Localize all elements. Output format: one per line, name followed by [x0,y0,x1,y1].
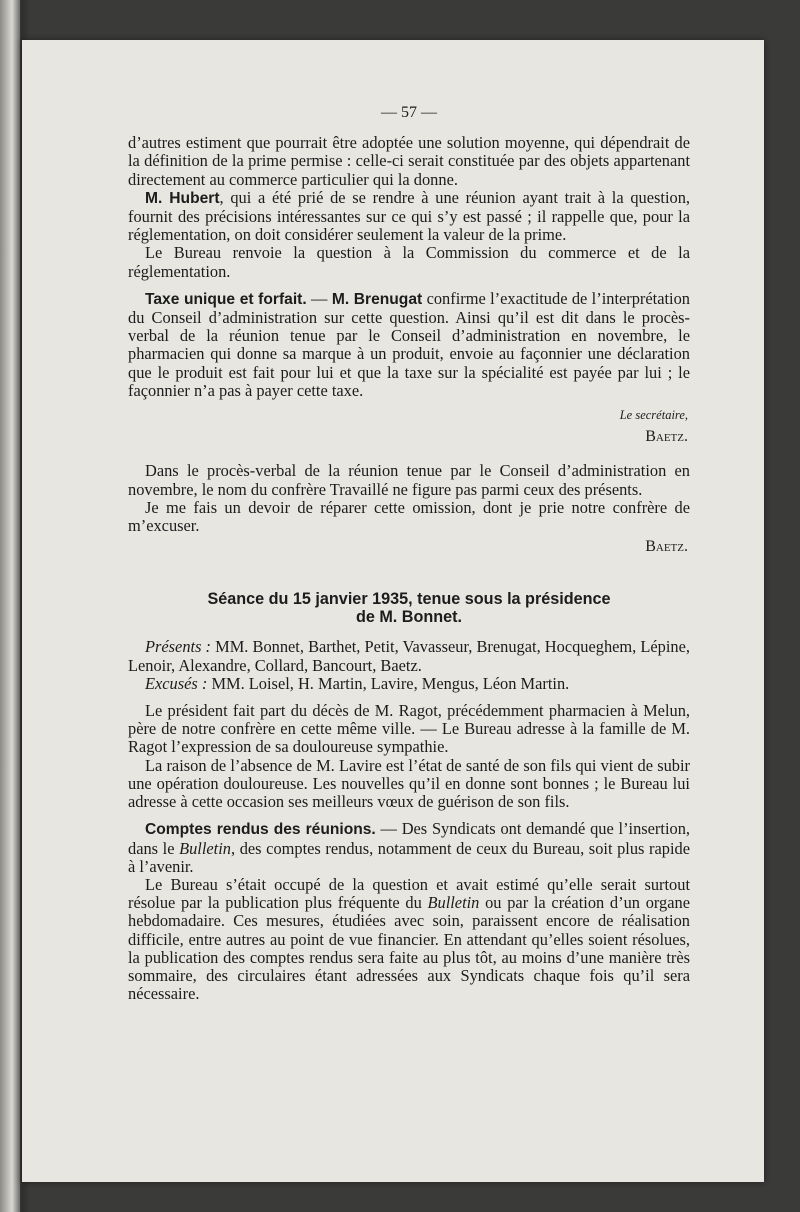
paragraph-text: , des comptes rendus, notamment de ceux du Bureau, soit plus rapide à l’avenir. [128,838,690,876]
paragraph-text: Le Bureau s’était occupé de la question et avait estimé qu’elle serait surtout résolue par la publication plus fréquente du [128,874,690,913]
paragraph-text: confirme l’exactitude de l’interprétation du Conseil d’administration sur cette question. Ainsi qu’il est dit dans le procès-verbal de la réunion tenue par le Conseil d’administration en novembre, le pharmacien qui donne sa marque à un produit, envoie au façonnier une déclaration que le produit est fait pour lui et que la taxe sur la spécialité est payée par lui ; le façonnier n’a pas à payer cette taxe. [128,288,690,400]
signature-name-2: Baetz. [645,538,688,556]
attendees-label: Présents : [145,637,212,657]
paragraph-bureau-publication [128,876,690,1003]
paragraph-text: , qui a été prié de se rendre à une réunion ayant trait à la question, fournit des précisions intéressantes sur ce qui s’y est passé ; il rappelle que, pour la réglementation, on doit considérer seulement la valeur de la prime. [128,187,690,245]
paragraph-taxe-unique [128,290,690,400]
dash: — [306,288,332,308]
bulletin-title: Bulletin [427,893,480,913]
paragraph-absence: La raison de l’absence de M. Lavire est l’état de santé de son fils qui vient de subir une opération douloureuse. Les nouvelles qu’il en donne sont bonnes ; le Bureau lui adresse à cette occasion ses meilleurs vœux de guérison de son fils. [128,755,690,812]
paragraph-deces: Le président fait part du décès de M. Ragot, précédemment pharmacien à Melun, père de notre confrère en cette même ville. — Le Bureau adresse à la famille de M. Ragot l’expression de sa douloureuse sympathie. [128,701,690,757]
speaker-name: M. Hubert [145,189,220,207]
topic-heading: Comptes rendus des réunions. [145,821,376,839]
paragraph-comptes-rendus [128,820,690,876]
section-title-line-1: Séance du 15 janvier 1935, tenue sous la présidence [207,590,611,609]
paragraph-erratum: Dans le procès-verbal de la réunion tenue par le Conseil d’administration en novembre, le nom du confrère Travaillé ne figure pas parmi ceux des présents. [128,461,690,499]
paragraph-text: — Des Syndicats ont demandé que l’insertion, dans le [128,819,690,858]
bulletin-title: Bulletin [179,838,231,858]
attendees-list: MM. Bonnet, Barthet, Petit, Vavasseur, Brenugat, Hocqueghem, Lépine, Lenoir, Alexandre, Collard, Bancourt, Baetz. [128,637,690,675]
page-number: — 57 — [381,104,437,121]
paper-sheet [22,40,764,1182]
section-title-line-2: de M. Bonnet. [355,608,463,627]
signature-name: Baetz. [645,428,688,446]
attendees-excused [128,675,690,693]
speaker-name: M. Brenugat [331,290,423,308]
section-title [128,590,690,626]
paragraph-continuation: d’autres estiment que pourrait être adoptée une solution moyenne, qui dépendrait de la définition de la prime permise : celle-ci serait constituée par des objets appartenant directement au commerce particulier qui la donne. [128,133,690,189]
excused-label: Excusés : [145,673,208,693]
topic-heading: Taxe unique et forfait. [145,290,307,308]
page-body [128,104,690,1003]
paragraph-excuse: Je me fais un devoir de réparer cette omission, dont je prie notre confrère de m’excuser. [128,497,690,536]
attendees-present [128,638,690,674]
paragraph-text: ou par la création d’un organe hebdomadaire. Ces mesures, étudiées avec soin, paraissent encore de réalisation difficile, entre autres au point de vue financier. En attendant qu’elles soient résolues, la publication des comptes rendus sera faite au plus tôt, au moins d’une manière très sommaire, des circulaires étant adressées aux Syndicats chaque fois qu’il sera nécessaire. [128,893,690,1004]
signature-role: Le secrétaire, [619,408,688,423]
paragraph-hubert [128,189,690,245]
previous-page-edge [0,0,20,1212]
excused-list: MM. Loisel, H. Martin, Lavire, Mengus, Léon Martin. [207,673,570,693]
paragraph-bureau-renvoi: Le Bureau renvoie la question à la Commission du commerce et de la réglementation. [128,243,690,281]
